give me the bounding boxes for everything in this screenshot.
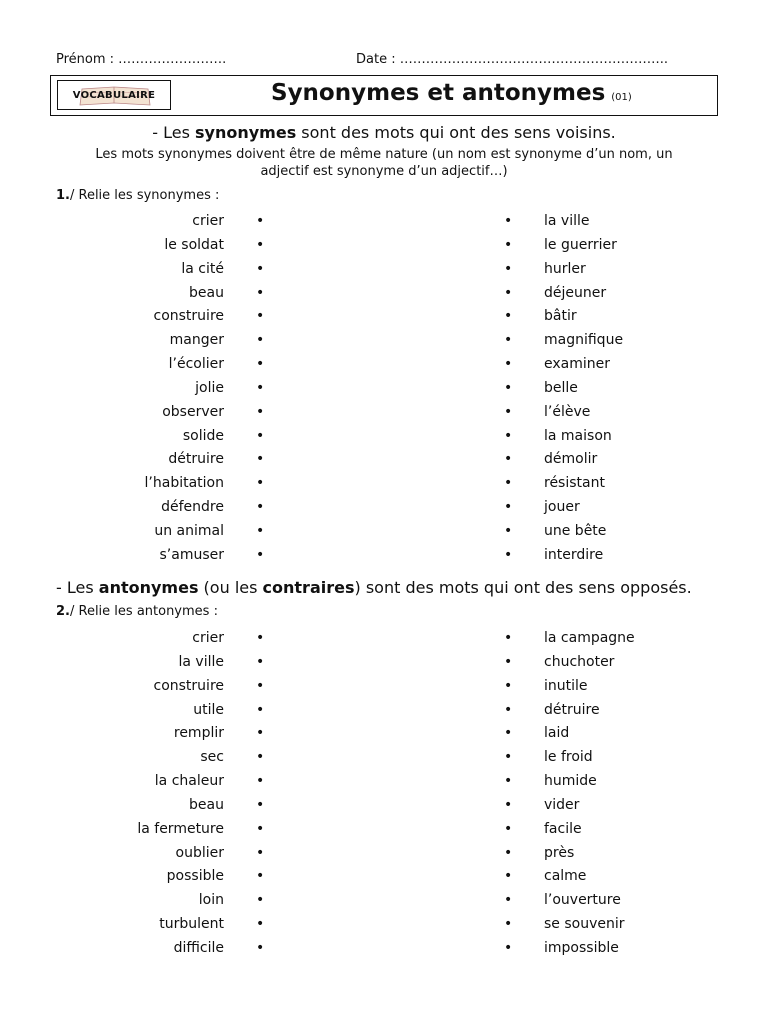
antonyms-def-mid: (ou les: [198, 578, 263, 597]
match-row: [0, 654, 768, 678]
left-dot[interactable]: •: [256, 379, 265, 396]
left-dot[interactable]: •: [256, 403, 265, 420]
match-row: [0, 892, 768, 916]
right-word: une bête: [544, 522, 607, 539]
left-word: la cité: [181, 260, 224, 277]
match-row: [0, 797, 768, 821]
right-dot[interactable]: •: [504, 796, 513, 813]
synonyms-explanation: [0, 146, 768, 180]
left-word: solide: [182, 427, 224, 444]
category-label-box: [57, 80, 171, 110]
right-word: magnifique: [544, 332, 624, 349]
left-dot[interactable]: •: [256, 522, 265, 539]
left-word: l’habitation: [144, 475, 224, 492]
category-label: VOCABULAIRE: [72, 89, 156, 101]
left-dot[interactable]: •: [256, 725, 265, 742]
page-title: [271, 80, 632, 106]
left-word: crier: [192, 630, 224, 646]
right-dot[interactable]: •: [504, 427, 513, 444]
right-word: le guerrier: [544, 236, 617, 253]
right-dot[interactable]: •: [504, 308, 513, 325]
left-word: sec: [200, 749, 224, 766]
right-word: l’élève: [544, 403, 591, 420]
left-dot[interactable]: •: [256, 236, 265, 253]
left-word: crier: [192, 213, 224, 229]
right-dot[interactable]: •: [504, 892, 513, 909]
left-word: s’amuser: [159, 546, 224, 563]
left-dot[interactable]: •: [256, 213, 265, 229]
left-word: la ville: [178, 653, 224, 670]
match-row: [0, 868, 768, 892]
match-row: [0, 356, 768, 380]
match-row: [0, 845, 768, 869]
match-row: [0, 237, 768, 261]
right-word: déjeuner: [544, 284, 607, 301]
left-word: défendre: [161, 499, 224, 516]
left-word: un animal: [154, 522, 224, 539]
match-row: [0, 261, 768, 285]
right-word: calme: [544, 868, 587, 885]
right-word: vider: [544, 796, 580, 813]
antonyms-def-suffix: ) sont des mots qui ont des sens opposés.: [354, 578, 692, 597]
right-dot[interactable]: •: [504, 260, 513, 277]
right-word: examiner: [544, 356, 611, 373]
antonyms-def-prefix: - Les: [56, 578, 99, 597]
synonyms-explanation-line: adjectif est synonyme d’un adjectif…): [260, 164, 508, 179]
left-dot[interactable]: •: [256, 260, 265, 277]
exercise2-list: [0, 630, 768, 964]
match-row: [0, 308, 768, 332]
right-word: la ville: [544, 213, 590, 229]
exercise2-text: / Relie les antonymes :: [69, 604, 218, 619]
right-dot[interactable]: •: [504, 379, 513, 396]
page-title-text: Synonymes et antonymes: [271, 80, 606, 106]
right-word: humide: [544, 773, 597, 790]
left-word: utile: [193, 701, 224, 718]
right-word: près: [544, 844, 575, 861]
right-word: impossible: [544, 939, 619, 956]
left-dot[interactable]: •: [256, 499, 265, 516]
match-row: [0, 916, 768, 940]
left-word: jolie: [195, 379, 224, 396]
right-word: jouer: [544, 499, 580, 516]
left-word: détruire: [168, 451, 224, 468]
right-dot[interactable]: •: [504, 677, 513, 694]
exercise2-number: 2.: [56, 604, 70, 619]
match-row: [0, 547, 768, 571]
right-dot[interactable]: •: [504, 630, 513, 646]
exercise1-instruction: [56, 188, 219, 203]
date-field[interactable]: Date : ……………………………………………………..: [356, 52, 668, 67]
match-row: [0, 940, 768, 964]
right-word: inutile: [544, 677, 588, 694]
exercise1-number: 1.: [56, 188, 70, 203]
right-word: chuchoter: [544, 653, 615, 670]
synonyms-def-prefix: - Les: [152, 123, 196, 142]
left-dot[interactable]: •: [256, 653, 265, 670]
right-dot[interactable]: •: [504, 844, 513, 861]
right-word: laid: [544, 725, 570, 742]
left-word: difficile: [173, 939, 224, 956]
match-row: [0, 428, 768, 452]
right-word: belle: [544, 379, 578, 396]
left-dot[interactable]: •: [256, 701, 265, 718]
left-dot[interactable]: •: [256, 284, 265, 301]
left-word: la fermeture: [137, 820, 224, 837]
right-dot[interactable]: •: [504, 820, 513, 837]
prenom-field[interactable]: Prénom : …………………….: [56, 52, 227, 67]
match-row: [0, 725, 768, 749]
exercise1-text: / Relie les synonymes :: [69, 188, 220, 203]
left-dot[interactable]: •: [256, 677, 265, 694]
right-dot[interactable]: •: [504, 701, 513, 718]
right-word: interdire: [544, 546, 604, 563]
match-row: [0, 285, 768, 309]
left-word: beau: [189, 796, 224, 813]
synonyms-explanation-line: Les mots synonymes doivent être de même nature (un nom est synonyme d’un nom, un: [95, 147, 673, 162]
left-word: le soldat: [164, 236, 224, 253]
match-row: [0, 523, 768, 547]
right-dot[interactable]: •: [504, 236, 513, 253]
right-dot[interactable]: •: [504, 403, 513, 420]
sheet-number: (01): [611, 92, 632, 103]
left-dot[interactable]: •: [256, 332, 265, 349]
match-row: [0, 404, 768, 428]
right-word: le froid: [544, 749, 593, 766]
match-row: [0, 213, 768, 237]
left-word: remplir: [173, 725, 224, 742]
right-dot[interactable]: •: [504, 653, 513, 670]
right-dot[interactable]: •: [504, 475, 513, 492]
left-dot[interactable]: •: [256, 356, 265, 373]
right-dot[interactable]: •: [504, 749, 513, 766]
right-word: la maison: [544, 427, 612, 444]
left-word: turbulent: [159, 916, 224, 933]
contraires-keyword: contraires: [262, 578, 355, 597]
right-word: facile: [544, 820, 582, 837]
left-dot[interactable]: •: [256, 749, 265, 766]
left-dot[interactable]: •: [256, 868, 265, 885]
right-dot[interactable]: •: [504, 725, 513, 742]
right-word: se souvenir: [544, 916, 625, 933]
match-row: [0, 773, 768, 797]
right-word: bâtir: [544, 308, 577, 325]
header-row: [56, 52, 716, 72]
match-row: [0, 332, 768, 356]
title-box: [50, 75, 718, 116]
left-dot[interactable]: •: [256, 427, 265, 444]
antonyms-definition: [56, 578, 692, 597]
left-word: construire: [153, 308, 224, 325]
right-dot[interactable]: •: [504, 499, 513, 516]
left-dot[interactable]: •: [256, 916, 265, 933]
left-dot[interactable]: •: [256, 475, 265, 492]
right-dot[interactable]: •: [504, 773, 513, 790]
right-word: détruire: [544, 701, 600, 718]
left-word: observer: [162, 403, 224, 420]
right-dot[interactable]: •: [504, 451, 513, 468]
match-row: [0, 451, 768, 475]
left-word: manger: [169, 332, 224, 349]
left-dot[interactable]: •: [256, 820, 265, 837]
synonyms-def-suffix: sont des mots qui ont des sens voisins.: [296, 123, 616, 142]
left-word: oublier: [175, 844, 224, 861]
right-word: la campagne: [544, 630, 635, 646]
match-row: [0, 702, 768, 726]
left-dot[interactable]: •: [256, 630, 265, 646]
left-dot[interactable]: •: [256, 892, 265, 909]
right-dot[interactable]: •: [504, 868, 513, 885]
left-word: beau: [189, 284, 224, 301]
right-dot[interactable]: •: [504, 356, 513, 373]
right-word: hurler: [544, 260, 586, 277]
left-dot[interactable]: •: [256, 844, 265, 861]
right-word: démolir: [544, 451, 598, 468]
match-row: [0, 821, 768, 845]
synonyms-definition: [0, 123, 768, 142]
left-word: la chaleur: [154, 773, 224, 790]
right-word: résistant: [544, 475, 605, 492]
left-dot[interactable]: •: [256, 451, 265, 468]
left-dot[interactable]: •: [256, 773, 265, 790]
left-dot[interactable]: •: [256, 308, 265, 325]
match-row: [0, 380, 768, 404]
match-row: [0, 475, 768, 499]
left-word: possible: [166, 868, 224, 885]
left-dot[interactable]: •: [256, 546, 265, 563]
left-dot[interactable]: •: [256, 796, 265, 813]
left-word: loin: [198, 892, 224, 909]
exercise2-instruction: [56, 604, 218, 619]
match-row: [0, 678, 768, 702]
right-dot[interactable]: •: [504, 916, 513, 933]
synonyms-keyword: synonymes: [195, 123, 297, 142]
right-dot[interactable]: •: [504, 284, 513, 301]
match-row: [0, 749, 768, 773]
right-dot[interactable]: •: [504, 213, 513, 229]
match-row: [0, 499, 768, 523]
left-word: l’écolier: [168, 356, 224, 373]
left-dot[interactable]: •: [256, 939, 265, 956]
exercise1-list: [0, 213, 768, 571]
match-row: [0, 630, 768, 654]
antonyms-keyword: antonymes: [98, 578, 199, 597]
right-word: l’ouverture: [544, 892, 621, 909]
right-dot[interactable]: •: [504, 939, 513, 956]
right-dot[interactable]: •: [504, 522, 513, 539]
right-dot[interactable]: •: [504, 332, 513, 349]
right-dot[interactable]: •: [504, 546, 513, 563]
left-word: construire: [153, 677, 224, 694]
